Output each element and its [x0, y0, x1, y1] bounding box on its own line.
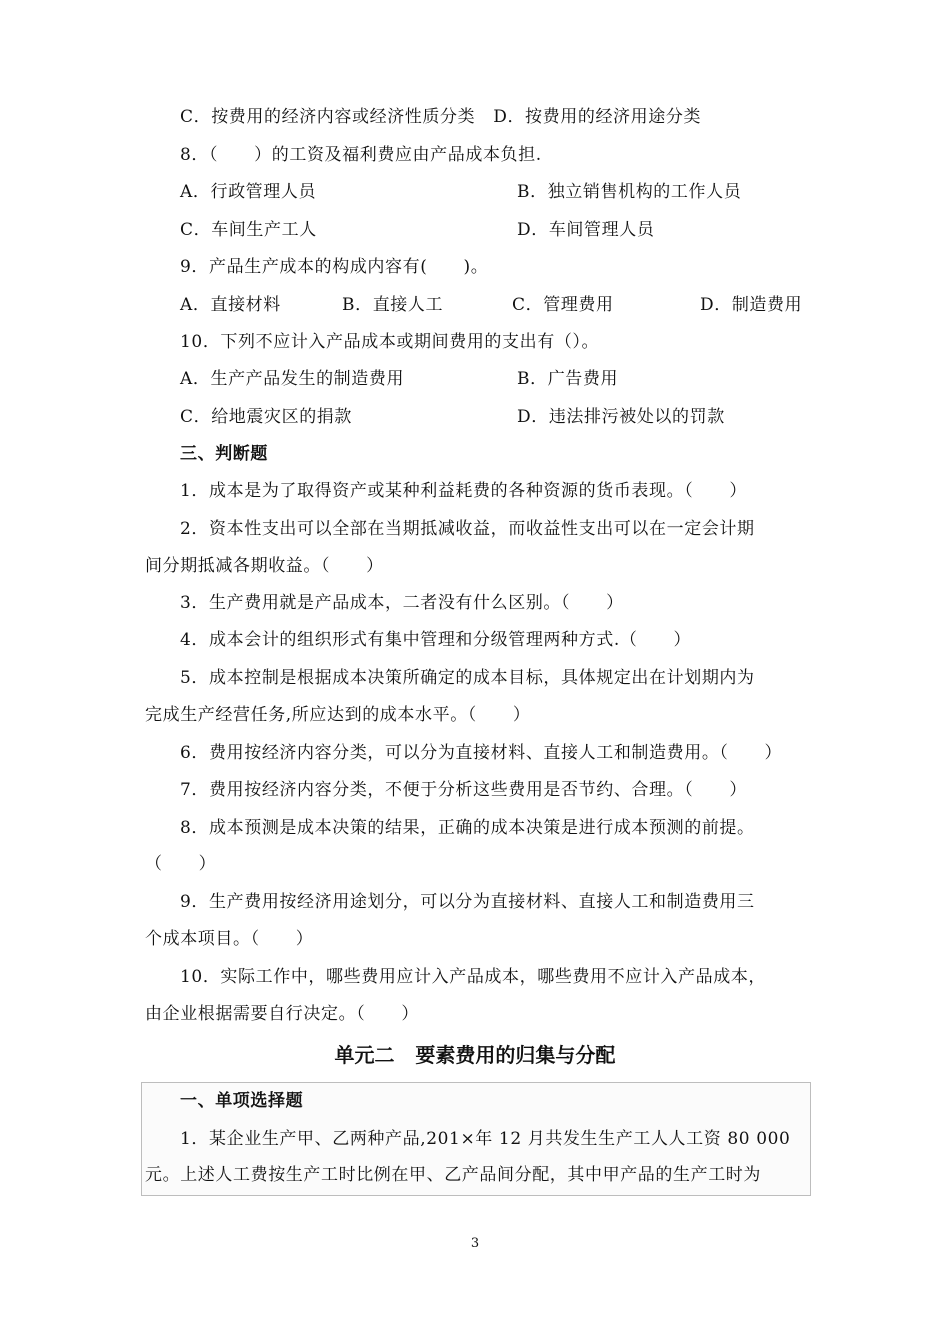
question-1-line1: 1．某企业生产甲、乙两种产品,201×年 12 月共发生生产工人人工资 80 000 — [180, 1129, 791, 1149]
question-1-line2: 元。上述人工费按生产工时比例在甲、乙产品间分配，其中甲产品的生产工时为 — [145, 1165, 761, 1185]
option-b: B．直接人工 — [342, 295, 444, 315]
option-d: D．制造费用 — [700, 295, 803, 315]
judgement-line: 个成本项目。（ ） — [145, 929, 314, 949]
judgement-line: 2．资本性支出可以全部在当期抵减收益，而收益性支出可以在一定会计期 — [180, 519, 755, 539]
option-a: A．生产产品发生的制造费用 — [180, 369, 405, 389]
question-10-options-row2 — [180, 404, 810, 430]
option-c: C．管理费用 — [512, 295, 614, 315]
judgement-line: 4．成本会计的组织形式有集中管理和分级管理两种方式.（ ） — [180, 630, 692, 650]
question-10-options-row1 — [180, 366, 810, 392]
judgement-line: 3．生产费用就是产品成本，二者没有什么区别。（ ） — [180, 593, 624, 613]
judgement-line: 由企业根据需要自行决定。（ ） — [145, 1004, 419, 1024]
question-9-options-row — [180, 292, 810, 318]
judgement-line: 9．生产费用按经济用途划分，可以分为直接材料、直接人工和制造费用三 — [180, 892, 755, 912]
judgement-line: 8．成本预测是成本决策的结果，正确的成本决策是进行成本预测的前提。 — [180, 818, 755, 838]
judgement-line: 7．费用按经济内容分类，不便于分析这些费用是否节约、合理。（ ） — [180, 780, 747, 800]
option-c: C．给地震灾区的捐款 — [180, 407, 353, 427]
option-a: A．直接材料 — [180, 295, 281, 315]
option-b: B．广告费用 — [517, 369, 619, 389]
option-c: C．车间生产工人 — [180, 220, 317, 240]
judgement-line: （ ） — [145, 854, 217, 874]
judgement-line: 6．费用按经济内容分类，可以分为直接材料、直接人工和制造费用。（ ） — [180, 743, 783, 763]
section-heading-judgement: 三、判断题 — [180, 444, 268, 464]
judgement-line: 1．成本是为了取得资产或某种利益耗费的各种资源的货币表现。（ ） — [180, 481, 747, 501]
judgement-line: 10．实际工作中，哪些费用应计入产品成本，哪些费用不应计入产品成本， — [180, 967, 767, 987]
question-9: 9．产品生产成本的构成内容有( )。 — [180, 257, 489, 277]
section-heading-single-choice: 一、单项选择题 — [180, 1091, 304, 1111]
question-8: 8．（ ）的工资及福利费应由产品成本负担. — [180, 145, 542, 165]
unit-title: 单元二 要素费用的归集与分配 — [334, 1043, 616, 1067]
judgement-line: 完成生产经营任务,所应达到的成本水平。（ ） — [145, 705, 531, 725]
question-8-options-row1 — [180, 179, 810, 205]
page-number: 3 — [470, 1236, 480, 1251]
option-d: D．车间管理人员 — [517, 220, 655, 240]
choice-line-c-d: C．按费用的经济内容或经济性质分类 D．按费用的经济用途分类 — [180, 107, 702, 127]
option-d: D．违法排污被处以的罚款 — [517, 407, 725, 427]
option-b: B．独立销售机构的工作人员 — [517, 182, 742, 202]
option-a: A．行政管理人员 — [180, 182, 317, 202]
question-10: 10．下列不应计入产品成本或期间费用的支出有（）。 — [180, 332, 600, 352]
question-8-options-row2 — [180, 217, 810, 243]
judgement-line: 间分期抵减各期收益。（ ） — [145, 556, 384, 576]
judgement-line: 5．成本控制是根据成本决策所确定的成本目标，具体规定出在计划期内为 — [180, 668, 755, 688]
